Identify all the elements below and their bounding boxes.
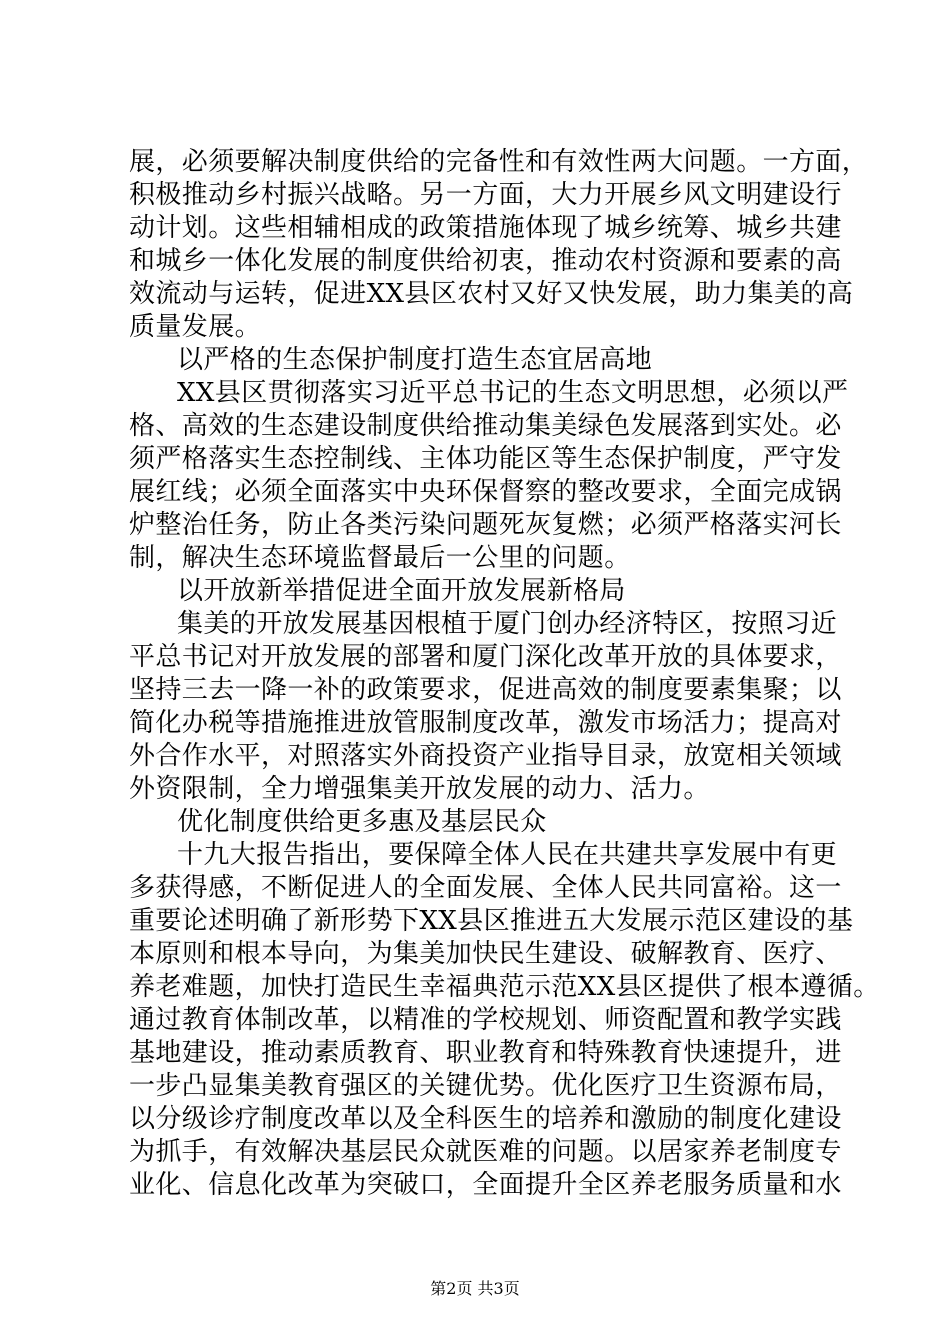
section-heading (129, 344, 829, 377)
page-footer: 第2页 共3页 (430, 1279, 520, 1298)
text-line: 炉整治任务，防止各类污染问题死灰复燃；必须严格落实河长 (129, 510, 842, 540)
text-line: 和城乡一体化发展的制度供给初衷，推动农村资源和要素的高 (129, 246, 842, 276)
text-line: 制，解决生态环境监督最后一公里的问题。 (129, 543, 631, 573)
section-heading (129, 806, 829, 839)
text-line: 展，必须要解决制度供给的完备性和有效性两大问题。一方面， (129, 147, 869, 177)
paragraph (129, 839, 880, 1202)
text-line: 外资限制，全力增强集美开放发展的动力、活力。 (129, 774, 710, 804)
text-line: 简化办税等措施推进放管服制度改革，激发市场活力；提高对 (129, 708, 842, 738)
paragraph (129, 377, 849, 575)
text-line: XX县区贯彻落实习近平总书记的生态文明思想，必须以严 (177, 378, 849, 408)
paragraph (129, 608, 842, 806)
text-line: 通过教育体制改革，以精准的学校规划、师资配置和教学实践 (129, 1005, 842, 1035)
paragraph-continuation (129, 146, 869, 344)
text-line: 重要论述明确了新形势下XX县区推进五大发展示范区建设的基 (129, 906, 854, 936)
text-line: 展红线；必须全面落实中央环保督察的整改要求，全面完成锅 (129, 477, 842, 507)
text-line: 基地建设，推动素质教育、职业教育和特殊教育快速提升，进 (129, 1038, 842, 1068)
text-line: 外合作水平，对照落实外商投资产业指导目录，放宽相关领域 (129, 741, 842, 771)
text-line: 本原则和根本导向，为集美加快民生建设、破解教育、医疗、 (129, 939, 842, 969)
text-line: 集美的开放发展基因根植于厦门创办经济特区，按照习近 (177, 609, 838, 639)
text-line: 平总书记对开放发展的部署和厦门深化改革开放的具体要求， (129, 642, 842, 672)
text-line: 积极推动乡村振兴战略。另一方面，大力开展乡风文明建设行 (129, 180, 842, 210)
text-line: 效流动与运转，促进XX县区农村又好又快发展，助力集美的高 (129, 279, 854, 309)
text-line: 业化、信息化改革为突破口，全面提升全区养老服务质量和水 (129, 1170, 842, 1200)
text-line: 质量发展。 (129, 312, 262, 342)
text-line: 多获得感，不断促进人的全面发展、全体人民共同富裕。这一 (129, 873, 842, 903)
text-line: 坚持三去一降一补的政策要求，促进高效的制度要素集聚；以 (129, 675, 842, 705)
text-line: 一步凸显集美教育强区的关键优势。优化医疗卫生资源布局， (129, 1071, 842, 1101)
text-line: 格、高效的生态建设制度供给推动集美绿色发展落到实处。必 (129, 411, 842, 441)
text-line: 十九大报告指出，要保障全体人民在共建共享发展中有更 (177, 840, 838, 870)
heading-text: 以开放新举措促进全面开放发展新格局 (177, 576, 626, 606)
document-body (129, 146, 880, 1202)
text-line: 动计划。这些相辅相成的政策措施体现了城乡统筹、城乡共建 (129, 213, 842, 243)
text-line: 为抓手，有效解决基层民众就医难的问题。以居家养老制度专 (129, 1137, 842, 1167)
heading-text: 优化制度供给更多惠及基层民众 (177, 807, 547, 837)
text-line: 养老难题，加快打造民生幸福典范示范XX县区提供了根本遵循。 (129, 972, 880, 1002)
text-line: 须严格落实生态控制线、主体功能区等生态保护制度，严守发 (129, 444, 842, 474)
heading-text: 以严格的生态保护制度打造生态宜居高地 (177, 345, 653, 375)
section-heading (129, 575, 829, 608)
text-line: 以分级诊疗制度改革以及全科医生的培养和激励的制度化建设 (129, 1104, 842, 1134)
